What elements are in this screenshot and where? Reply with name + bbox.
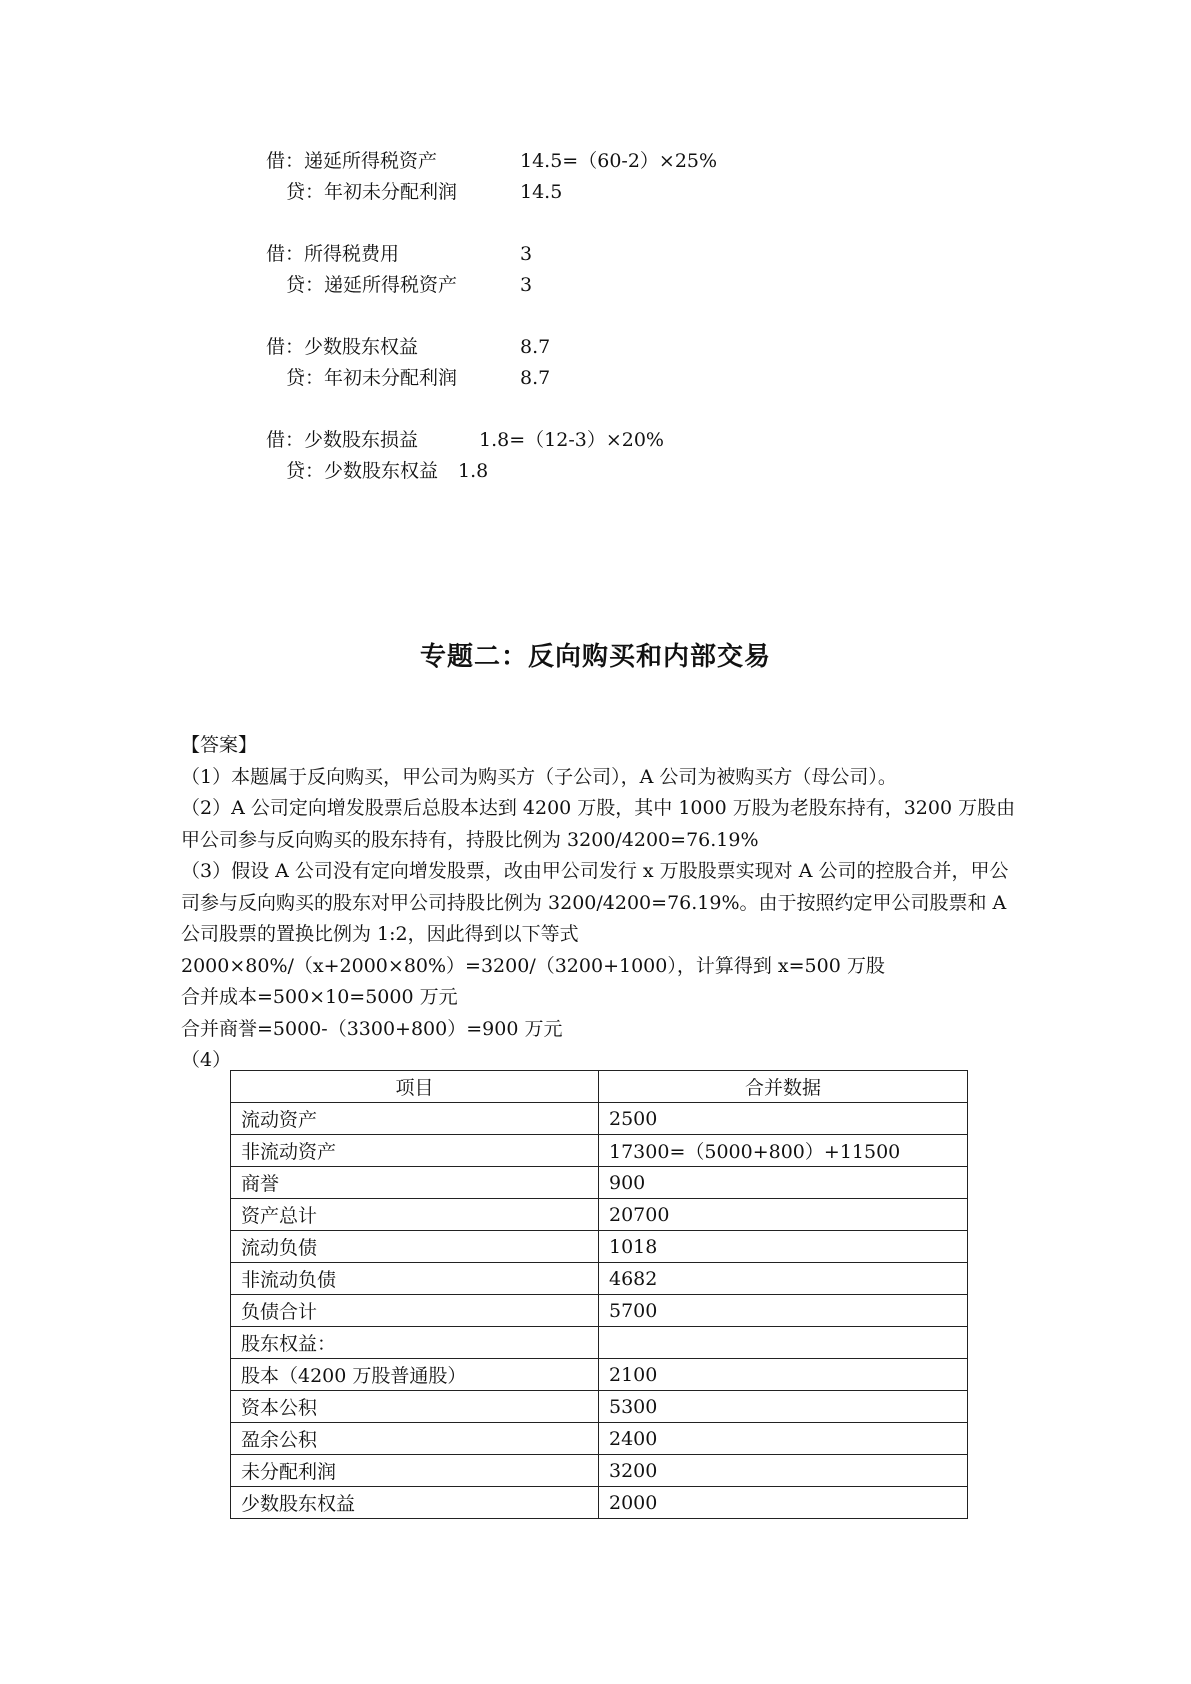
credit-line bbox=[266, 363, 717, 394]
answer-paragraph: （2）A 公司定向增发股票后总股本达到 4200 万股，其中 1000 万股为老股东持有，3200 万股由甲公司参与反向购买的股东持有，持股比例为 3200/4200=76.19% bbox=[181, 797, 1016, 851]
table-row bbox=[231, 1231, 968, 1263]
value-cell: 5700 bbox=[599, 1295, 968, 1327]
value-cell: 17300=（5000+800）+11500 bbox=[599, 1135, 968, 1167]
section-title: 专题二：反向购买和内部交易 bbox=[419, 642, 771, 672]
value-cell: 2000 bbox=[599, 1487, 968, 1519]
journal-entry bbox=[266, 332, 717, 394]
item-cell: 流动资产 bbox=[231, 1103, 599, 1135]
column-header: 项目 bbox=[231, 1071, 599, 1103]
item-cell: 商誉 bbox=[231, 1167, 599, 1199]
table-row bbox=[231, 1487, 968, 1519]
credit-amount: 14.5 bbox=[520, 181, 563, 203]
answer-paragraph: （1）本题属于反向购买，甲公司为购买方（子公司），A 公司为被购买方（母公司）。 bbox=[181, 765, 897, 788]
credit-amount: 8.7 bbox=[520, 367, 551, 389]
table-row bbox=[231, 1103, 968, 1135]
item-cell: 未分配利润 bbox=[231, 1455, 599, 1487]
table-row bbox=[231, 1263, 968, 1295]
table-row bbox=[231, 1167, 968, 1199]
item-cell: 盈余公积 bbox=[231, 1423, 599, 1455]
credit-amount: 3 bbox=[520, 274, 533, 296]
item-cell: 股本（4200 万股普通股） bbox=[231, 1359, 599, 1391]
journal-entry bbox=[266, 239, 717, 301]
debit-line bbox=[266, 332, 717, 363]
table-row bbox=[231, 1199, 968, 1231]
debit-account: 借：少数股东权益 bbox=[266, 336, 419, 358]
credit-account: 贷：递延所得税资产 bbox=[286, 274, 458, 296]
journal-entry bbox=[266, 146, 717, 208]
debit-line bbox=[266, 425, 717, 456]
table-row bbox=[231, 1295, 968, 1327]
item-cell: 流动负债 bbox=[231, 1231, 599, 1263]
table-row bbox=[231, 1327, 968, 1359]
item-cell: 资产总计 bbox=[231, 1199, 599, 1231]
answer-block bbox=[181, 730, 1021, 1077]
item-cell: 负债合计 bbox=[231, 1295, 599, 1327]
answer-paragraph: 合并商誉=5000-（3300+800）=900 万元 bbox=[181, 1017, 563, 1040]
journal-entry bbox=[266, 425, 717, 487]
item-cell: 少数股东权益 bbox=[231, 1487, 599, 1519]
debit-amount: 14.5=（60-2）×25% bbox=[520, 150, 718, 172]
debit-line bbox=[266, 146, 717, 177]
value-cell: 2500 bbox=[599, 1103, 968, 1135]
debit-account: 借：少数股东损益 bbox=[266, 429, 419, 451]
value-cell: 1018 bbox=[599, 1231, 968, 1263]
answer-heading: 【答案】 bbox=[181, 734, 258, 756]
debit-line bbox=[266, 239, 717, 270]
table-row bbox=[231, 1423, 968, 1455]
item-cell: 股东权益： bbox=[231, 1327, 599, 1359]
debit-amount: 8.7 bbox=[520, 336, 551, 358]
value-cell bbox=[599, 1327, 968, 1359]
credit-account: 贷：年初未分配利润 bbox=[286, 367, 458, 389]
table-row bbox=[231, 1455, 968, 1487]
debit-account: 借：递延所得税资产 bbox=[266, 150, 438, 172]
table-row bbox=[231, 1391, 968, 1423]
value-cell: 5300 bbox=[599, 1391, 968, 1423]
item-cell: 资本公积 bbox=[231, 1391, 599, 1423]
value-cell: 3200 bbox=[599, 1455, 968, 1487]
credit-line bbox=[266, 177, 717, 208]
column-header: 合并数据 bbox=[599, 1071, 968, 1103]
table-row bbox=[231, 1135, 968, 1167]
table-row bbox=[231, 1359, 968, 1391]
answer-paragraph: 合并成本=500×10=5000 万元 bbox=[181, 986, 458, 1008]
item-cell: 非流动负债 bbox=[231, 1263, 599, 1295]
debit-account: 借：所得税费用 bbox=[266, 243, 400, 265]
answer-paragraph: 2000×80%/（x+2000×80%）=3200/（3200+1000），计算得到 x=500 万股 bbox=[181, 954, 885, 977]
value-cell: 2100 bbox=[599, 1359, 968, 1391]
table-body bbox=[231, 1103, 968, 1519]
value-cell: 2400 bbox=[599, 1423, 968, 1455]
debit-amount: 3 bbox=[520, 243, 533, 265]
table-header-row bbox=[231, 1071, 968, 1103]
value-cell: 4682 bbox=[599, 1263, 968, 1295]
consolidated-table bbox=[230, 1070, 968, 1519]
credit-amount: 1.8 bbox=[458, 460, 489, 482]
item-cell: 非流动资产 bbox=[231, 1135, 599, 1167]
answer-paragraph: （3）假设 A 公司没有定向增发股票，改由甲公司发行 x 万股股票实现对 A 公司的控股合并，甲公司参与反向购买的股东对甲公司持股比例为 3200/4200=76.19%。由于按照约定甲公司股票和 A 公司股票的置换比例为 1:2，因此得到以下等式 bbox=[181, 860, 1009, 945]
answer-paragraph: （4） bbox=[181, 1049, 232, 1071]
value-cell: 900 bbox=[599, 1167, 968, 1199]
credit-account: 贷：年初未分配利润 bbox=[286, 181, 458, 203]
journal-entries bbox=[266, 146, 717, 518]
credit-line bbox=[266, 456, 717, 487]
value-cell: 20700 bbox=[599, 1199, 968, 1231]
credit-account: 贷：少数股东权益 bbox=[286, 460, 439, 482]
credit-line bbox=[266, 270, 717, 301]
debit-amount: 1.8=（12-3）×20% bbox=[479, 429, 664, 451]
